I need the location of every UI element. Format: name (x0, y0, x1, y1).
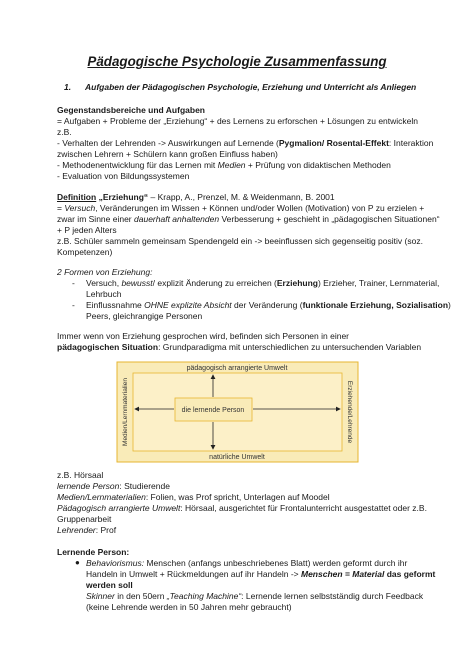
text-line: - Methodenentwicklung für das Lernen mit Medien + Prüfung von didaktischen Methoden (57, 160, 391, 170)
text-line: Kompetenzen) (57, 247, 113, 257)
text-line: (keine Lehrende werden in 50 Jahren mehr gebraucht) (86, 602, 292, 612)
page-title: Pädagogische Psychologie Zusammenfassung (87, 54, 387, 69)
text-line: werden soll (86, 580, 133, 590)
diagram-label-right: Erziehende/Lehrende (346, 380, 353, 444)
text-line: Behaviorismus: Menschen (anfangs unbeschriebenes Blatt) werden geformt durch ihr (86, 558, 408, 568)
text-line: Skinner in den 50ern „Teaching Machine“: Lernende lernen selbstständig durch Feedback (86, 591, 424, 601)
section-number: 1. (64, 82, 72, 92)
text-line: lernende Person: Studierende (57, 481, 170, 491)
text-line: = Aufgaben + Probleme der „Erziehung“ + des Lernens zu erforschen + Lösungen zu entwickeln (57, 116, 419, 126)
subheading-lernende: Lernende Person: (57, 547, 130, 557)
text-line: Medien/Lernmaterialien: Folien, was Prof spricht, Unterlagen auf Moodel (57, 492, 330, 502)
text-line: + P jeden Alters (57, 225, 117, 235)
text-line: Lehrender: Prof (57, 525, 117, 535)
text-line: - Evaluation von Bildungssystemen (57, 171, 190, 181)
subheading-gegenstand: Gegenstandsbereiche und Aufgaben (57, 105, 205, 115)
text-line: - Verhalten der Lehrenden -> Auswirkungen auf Lernende (Pygmalion/ Rosental-Effekt: Interaktion (57, 138, 434, 148)
bullet-icon: ● (75, 558, 80, 567)
section-title: Aufgaben der Pädagogischen Psychologie, Erziehung und Unterricht als Anliegen (85, 82, 417, 92)
paradigm-diagram (116, 361, 359, 463)
text-line: Lehrbuch (86, 289, 122, 299)
diagram-label-top: pädagogisch arrangierte Umwelt (186, 365, 288, 372)
text-line: zwischen Lehrern + Schülern kann großen Einfluss haben) (57, 149, 278, 159)
text-line: z.B. Hörsaal (57, 470, 104, 480)
text-line: z.B. (57, 127, 72, 137)
text-line: z.B. Schüler sammeln gemeinsam Spendengeld ein -> beeinflussen sich gegenseitig positiv (soz. (57, 236, 423, 246)
text-line: = Versuch, Veränderungen im Wissen + Können und/oder Wollen (Motivation) von P zu erzielen + (57, 203, 425, 213)
text-line: pädagogischen Situation: Grundparadigma mit unterschiedlichen zu untersuchenden Variablen (57, 342, 422, 352)
text-line: Pädagogisch arrangierte Umwelt: Hörsaal, ausgerichtet für Frontalunterricht ausgestattet oder z.B. (57, 503, 427, 513)
text-line: Immer wenn von Erziehung gesprochen wird, befinden sich Personen in einer (57, 331, 349, 341)
diagram-label-left: Medien/Lernmaterialien (122, 378, 129, 446)
definition-heading: Definition „Erziehung“ – Krapp, A., Prenzel, M. & Weidenmann, B. 2001 (57, 192, 335, 202)
formen-heading: 2 Formen von Erziehung: (57, 267, 153, 277)
text-line: Handeln in Umwelt + Rückmeldungen auf ihr Handeln -> Menschen = Material das geformt (86, 569, 436, 579)
diagram-label-center: die lernende Person (181, 407, 245, 414)
text-line: zwar im Sinne einer dauerhaft anhaltenden Verbesserung + geschieht in „pädagogischen Situationen“ (57, 214, 440, 224)
text-line: Gruppenarbeit (57, 514, 112, 524)
diagram-label-bottom: natürliche Umwelt (209, 454, 265, 461)
text-line: Peers, gleichrangige Personen (86, 311, 203, 321)
